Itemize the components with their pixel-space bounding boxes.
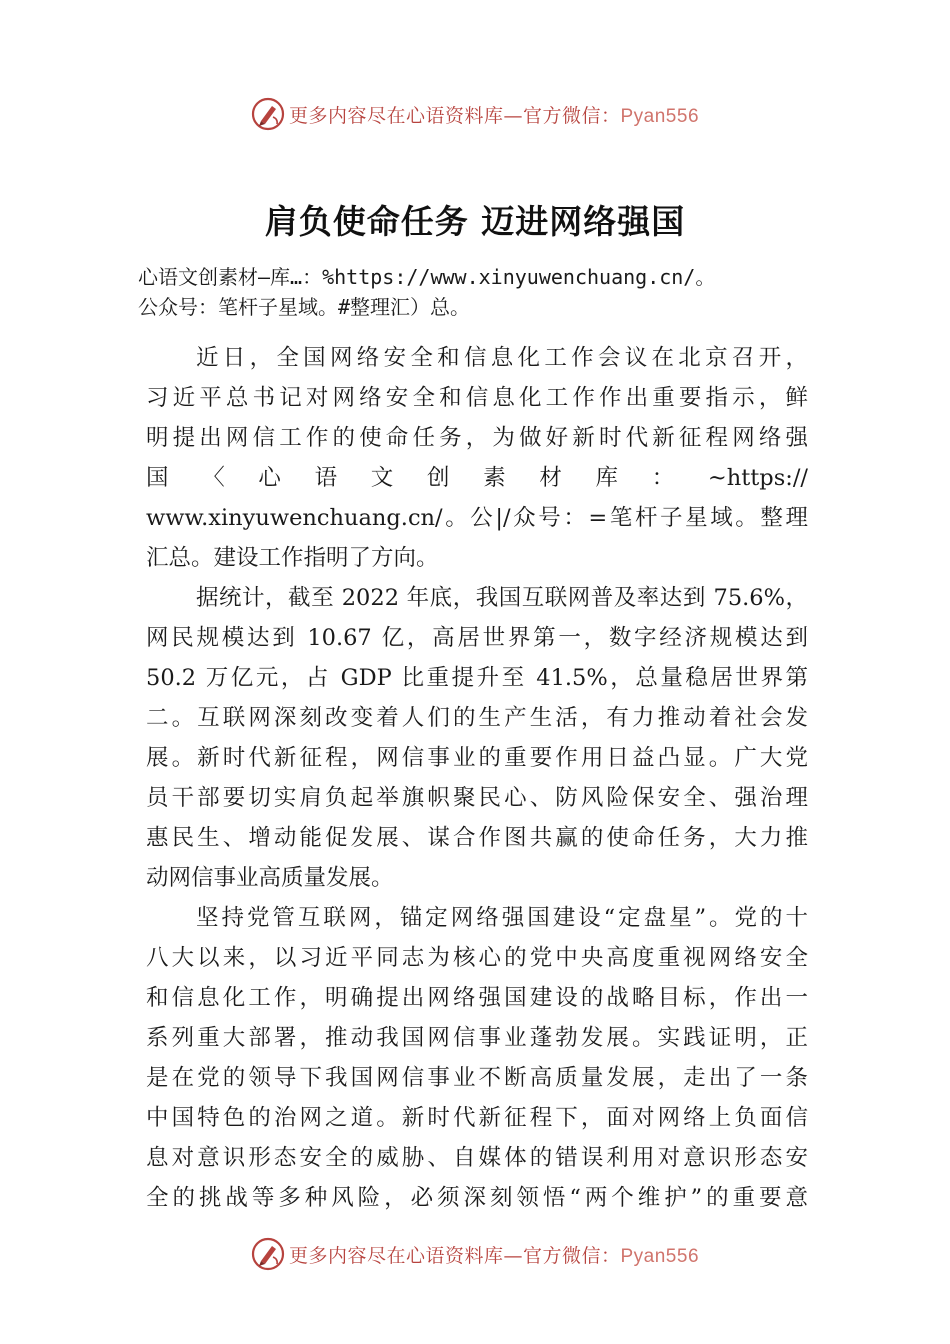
paragraph-3 bbox=[146, 898, 808, 1218]
document-body bbox=[146, 338, 808, 1218]
paragraph-line: 息对意识形态安全的威胁、自媒体的错误利用对意识形态安 bbox=[146, 1145, 808, 1171]
paragraph-line: 系列重大部署，推动我国网信事业蓬勃发展。实践证明，正 bbox=[146, 1025, 808, 1051]
paragraph-line: 汇总。建设工作指明了方向。 bbox=[146, 545, 439, 571]
source-line-1: 心语文创素材—库…：%https://www.xinyuwenchuang.cn/。 bbox=[138, 265, 716, 289]
banner-label: 更多内容尽在心语资料库 bbox=[288, 104, 504, 127]
paragraph-line: 二。互联网深刻改变着人们的生产生活，有力推动着社会发 bbox=[146, 705, 808, 731]
pen-logo-icon bbox=[251, 1237, 285, 1271]
paragraph-line: 中国特色的治网之道。新时代新征程下，面对网络上负面信 bbox=[146, 1105, 808, 1131]
header-banner bbox=[0, 94, 950, 134]
source-line-2: 公众号：笔杆子星域。#整理汇）总。 bbox=[138, 295, 471, 319]
banner-label: 更多内容尽在心语资料库 bbox=[288, 1244, 504, 1267]
paragraph-line: 惠民生、增动能促发展、谋合作图共赢的使命任务，大力推 bbox=[146, 825, 808, 851]
paragraph-line: 展。新时代新征程，网信事业的重要作用日益凸显。广大党 bbox=[146, 745, 808, 771]
banner-text bbox=[289, 1241, 699, 1268]
banner-wechat-id: Pyan556 bbox=[620, 105, 700, 127]
paragraph-line: 习近平总书记对网络安全和信息化工作作出重要指示，鲜 bbox=[146, 385, 808, 411]
footer-banner bbox=[0, 1234, 950, 1274]
paragraph-line: 动网信事业高质量发展。 bbox=[146, 865, 394, 891]
paragraph-2 bbox=[146, 578, 808, 898]
pen-logo-icon bbox=[251, 97, 285, 131]
source-note bbox=[138, 262, 828, 322]
paragraph-line: www.xinyuwenchuang.cn/。公|/众号：=笔杆子星域。整理 bbox=[146, 505, 808, 531]
paragraph-line: 据统计，截至 2022 年底，我国互联网普及率达到 75.6%， bbox=[196, 585, 808, 611]
paragraph-line: 坚持党管互联网，锚定网络强国建设“定盘星”。党的十 bbox=[196, 905, 808, 931]
paragraph-line: 全的挑战等多种风险，必须深刻领悟“两个维护”的重要意 bbox=[146, 1185, 808, 1211]
document-title: 肩负使命任务 迈进网络强国 bbox=[264, 202, 686, 241]
banner-dash: — bbox=[503, 1244, 523, 1267]
paragraph-line: 八大以来，以习近平同志为核心的党中央高度重视网络安全 bbox=[146, 945, 808, 971]
banner-wechat-label: 官方微信： bbox=[522, 1244, 621, 1267]
banner-text bbox=[289, 101, 699, 128]
paragraph-line: 员干部要切实肩负起举旗帜聚民心、防风险保安全、强治理 bbox=[146, 785, 808, 811]
banner-wechat-label: 官方微信： bbox=[522, 104, 621, 127]
paragraph-line: 50.2 万亿元，占 GDP 比重提升至 41.5%，总量稳居世界第 bbox=[146, 665, 808, 691]
banner-dash: — bbox=[503, 104, 523, 127]
paragraph-line: 国〈心语文创素材库：~https:// bbox=[146, 465, 808, 491]
banner-wechat-id: Pyan556 bbox=[620, 1245, 700, 1267]
paragraph-line: 网民规模达到 10.67 亿，高居世界第一，数字经济规模达到 bbox=[146, 625, 808, 651]
paragraph-1 bbox=[146, 338, 808, 578]
paragraph-line: 是在党的领导下我国网信事业不断高质量发展，走出了一条 bbox=[146, 1065, 808, 1091]
paragraph-line: 和信息化工作，明确提出网络强国建设的战略目标，作出一 bbox=[146, 985, 808, 1011]
paragraph-line: 近日，全国网络安全和信息化工作会议在北京召开， bbox=[196, 345, 808, 371]
paragraph-line: 明提出网信工作的使命任务，为做好新时代新征程网络强 bbox=[146, 425, 808, 451]
